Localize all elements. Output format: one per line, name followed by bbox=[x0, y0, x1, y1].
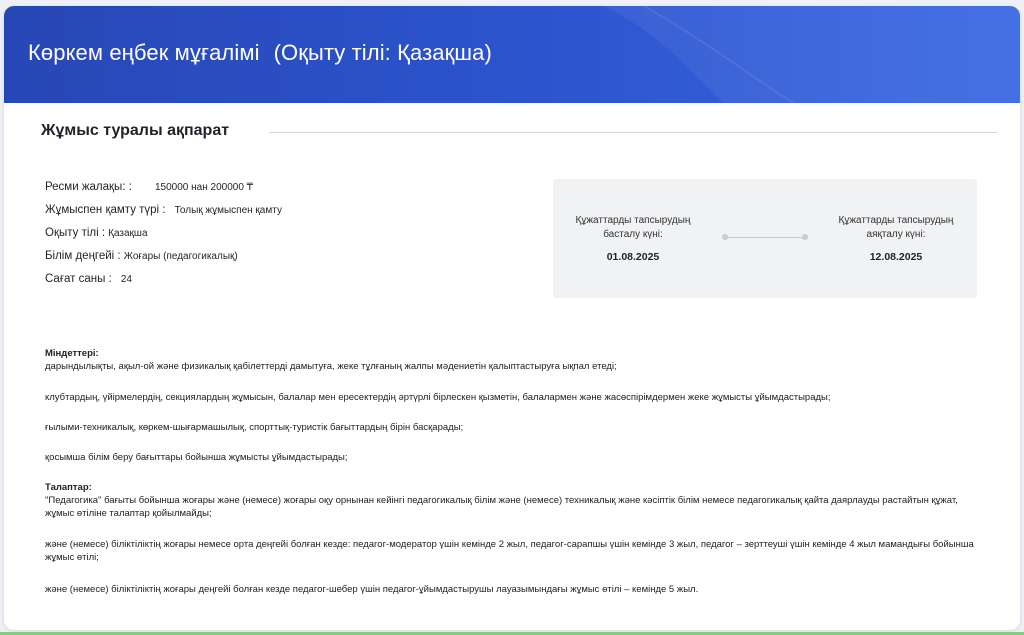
duty-item: клубтардың, үйірмелердің, секциялардың жұмысын, балалар мен ересектердің әртүрлі бірлескен қызметін, балалармен және жасөспірімдермен жеке жұмысты ұйымдастырады; bbox=[45, 392, 831, 403]
duty-item: қосымша білім беру бағыттары бойынша жұмысты ұйымдастырады; bbox=[45, 452, 348, 463]
start-date-value: 01.08.2025 bbox=[606, 251, 660, 263]
education-label: Білім деңгейі : bbox=[45, 250, 121, 262]
requirement-item: және (немесе) біліктіліктің жоғары деңгейі болған кезде педагог-шебер үшін педагог-ұйымдастырушы лауазымындағы жұмыс өтілі – кемінде 5 жыл. bbox=[45, 584, 699, 595]
employment-label: Жұмыспен қамту түрі : bbox=[45, 204, 166, 216]
requirement-item: және (немесе) біліктіліктің жоғары немесе орта деңгейі болған кезде: педагог-модератор үшін кемінде 2 жыл, педагог-сарапшы үшін кемінде 3 жыл, педагог – зерттеуші үшін кемінде 4 жыл мамандығы бойынша жұмыс өтілі; bbox=[45, 539, 974, 563]
job-card bbox=[4, 6, 1020, 630]
page-title bbox=[28, 40, 492, 66]
header-banner bbox=[4, 6, 1020, 103]
section-divider bbox=[269, 132, 997, 133]
end-date-label-line2: аяқталу күні: bbox=[866, 229, 926, 240]
salary-label: Ресми жалақы: : bbox=[45, 181, 132, 193]
end-date-value: 12.08.2025 bbox=[869, 251, 923, 263]
duties-heading: Міндеттері: bbox=[45, 348, 99, 359]
hours-value: 24 bbox=[120, 274, 132, 285]
employment-row bbox=[45, 204, 282, 216]
employment-value: Толық жұмыспен қамту bbox=[174, 205, 282, 216]
timeline-connector bbox=[725, 237, 805, 238]
language-value: Қазақша bbox=[108, 228, 148, 239]
start-date-label-line1: Құжаттарды тапсырудың bbox=[575, 215, 691, 226]
education-row bbox=[45, 250, 238, 262]
language-label: Оқыту тілі : bbox=[45, 227, 106, 239]
end-date-block bbox=[821, 214, 971, 264]
start-date-block bbox=[558, 214, 708, 264]
duty-item: дарындылықты, ақыл-ой және физикалық қабілеттерді дамытуға, жеке тұлғаның жалпы мәдениетін қалыптастыруға ықпал етеді; bbox=[45, 361, 617, 372]
start-date-label-line2: басталу күні: bbox=[603, 229, 663, 240]
hours-row bbox=[45, 273, 132, 285]
language-note: (Оқыту тілі: Қазақша) bbox=[273, 40, 492, 65]
language-row bbox=[45, 227, 148, 239]
salary-row bbox=[45, 181, 253, 193]
end-date-label-line1: Құжаттарды тапсырудың bbox=[838, 215, 954, 226]
requirement-item: "Педагогика" бағыты бойынша жоғары және (немесе) жоғары оқу орнынан кейінгі педагогикалық білім және (немесе) техникалық және кәсіптік білім немесе педагогикалық қайта даярлауды растайтын құжат, жұмыс өтіліне талаптар қойылмайды; bbox=[45, 495, 958, 519]
duty-item: ғылыми-техникалық, көркем-шығармашылық, спорттық-туристік бағыттардың бірін басқарады; bbox=[45, 422, 464, 433]
education-value: Жоғары (педагогикалық) bbox=[123, 251, 238, 262]
timeline-end-dot bbox=[802, 234, 808, 240]
job-title: Көркем еңбек мұғалімі bbox=[28, 40, 260, 65]
section-title: Жұмыс туралы ақпарат bbox=[41, 122, 230, 139]
requirements-heading: Талаптар: bbox=[45, 482, 92, 493]
section-header bbox=[41, 119, 996, 145]
application-dates-panel bbox=[553, 179, 977, 298]
hours-label: Сағат саны : bbox=[45, 273, 112, 285]
salary-value: 150000 нан 200000 ₸ bbox=[154, 182, 254, 193]
